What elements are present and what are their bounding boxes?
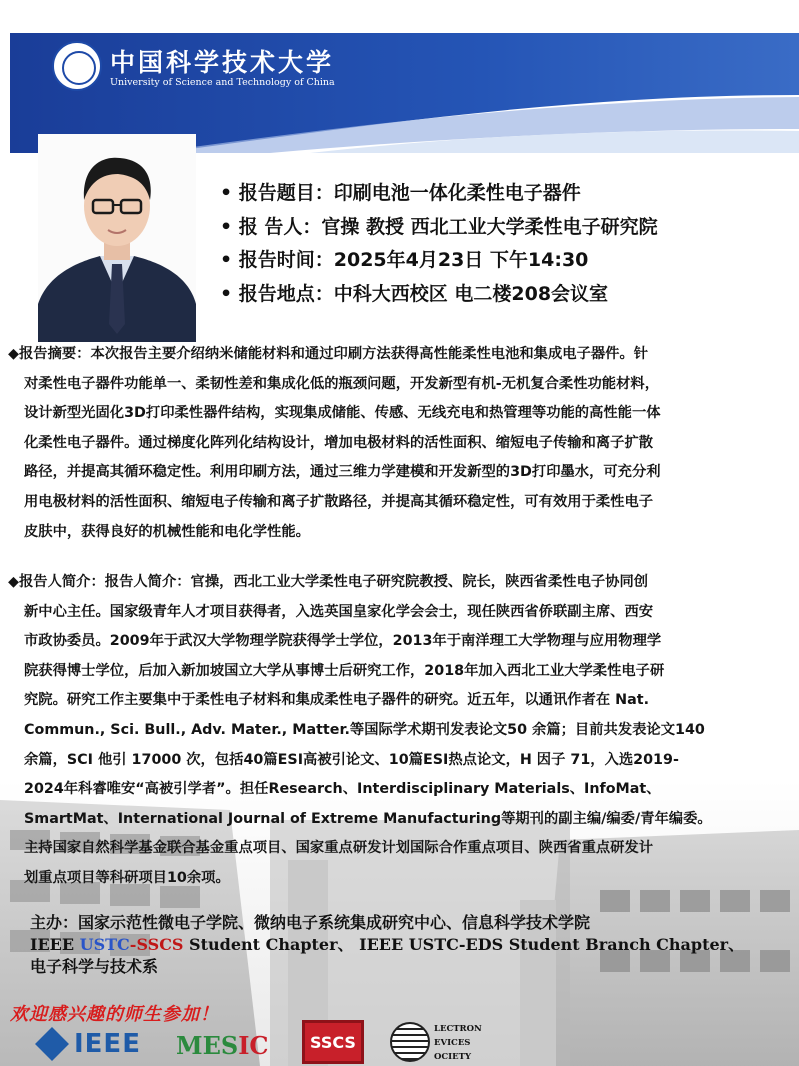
bio-line: SmartMat、International Journal of Extreme Manufacturing等期刊的副主编/编委/青年编委。 bbox=[24, 810, 712, 827]
university-name-en: University of Science and Technology of China bbox=[110, 77, 335, 88]
org-dash-text: - bbox=[129, 935, 137, 954]
sscs-logo: SSCS bbox=[302, 1020, 364, 1064]
ieee-diamond-icon bbox=[35, 1027, 69, 1061]
abstract-line: 对柔性电子器件功能单一、柔韧性差和集成化低的瓶颈问题，开发新型有机-无机复合柔性功能材料， bbox=[24, 375, 659, 392]
event-details bbox=[220, 177, 790, 311]
abstract-line: 皮肤中，获得良好的机械性能和电化学性能。 bbox=[24, 523, 310, 540]
detail-time: • 报告时间：2025年4月23日 下午14:30 bbox=[220, 249, 589, 271]
eds-globe-icon bbox=[390, 1022, 430, 1062]
org-sscs-text: SSCS bbox=[136, 935, 184, 954]
bio-line: 余篇，SCI 他引 17000 次，包括40篇ESI高被引论文、10篇ESI热点论文，H 因子 71，入选2019- bbox=[24, 751, 679, 768]
university-name-cn: 中国科学技术大学 bbox=[110, 48, 335, 77]
speaker-bio bbox=[8, 568, 790, 894]
organizers bbox=[30, 912, 790, 978]
abstract-line: 化柔性电子器件。通过梯度化阵列化结构设计，增加电极材料的活性面积、缩短电子传输和离子扩散 bbox=[24, 434, 654, 451]
university-seal-logo bbox=[52, 41, 102, 91]
org-ustc-text: USTC bbox=[79, 935, 130, 954]
mesic-logo bbox=[176, 1031, 269, 1060]
abstract-line: 路径，并提高其循环稳定性。利用印刷方法，通过三维力学建模和开发新型的3D打印墨水，可充分利 bbox=[24, 464, 661, 481]
organizer-line-2 bbox=[30, 934, 790, 956]
bio-line: 究院。研究工作主要集中于柔性电子材料和集成柔性电子器件的研究。近五年，以通讯作者在 Nat. bbox=[24, 692, 650, 709]
speaker-portrait-photo bbox=[38, 134, 196, 342]
bio-line: Commun., Sci. Bull., Adv. Mater., Matter.等国际学术期刊发表论文50 余篇；目前共发表论文140 bbox=[24, 721, 705, 738]
bio-line: 2024年科睿唯安“高被引学者”。担任Research、Interdisciplinary Materials、InfoMat、 bbox=[24, 781, 661, 798]
bio-line: 院获得博士学位，后加入新加坡国立大学从事博士后研究工作，2018年加入西北工业大学柔性电子研 bbox=[24, 662, 665, 679]
abstract-line: 用电极材料的活性面积、缩短电子传输和离子扩散路径，并提高其循环稳定性，可有效用于柔性电子 bbox=[24, 493, 654, 510]
eds-text-1: LECTRON bbox=[434, 1024, 482, 1034]
eds-text-2: EVICES bbox=[434, 1038, 471, 1048]
org-ieee-text: IEEE bbox=[30, 935, 80, 954]
organizer-line-3: 电子科学与技术系 bbox=[30, 957, 159, 976]
report-abstract bbox=[8, 340, 790, 547]
bio-line: 主持国家自然科学基金联合基金重点项目、国家重点研发计划国际合作重点项目、陕西省重点研发计 bbox=[24, 840, 654, 857]
bio-line: 市政协委员。2009年于武汉大学物理学院获得学士学位，2013年于南洋理工大学物理与应用物理学 bbox=[24, 633, 662, 650]
abstract-line: ◆报告摘要：本次报告主要介绍纳米储能材料和通过印刷方法获得高性能柔性电池和集成电子器件。针 bbox=[8, 346, 649, 362]
ieee-logo-text: IEEE bbox=[74, 1029, 141, 1059]
mesic-text-ic: IC bbox=[238, 1031, 269, 1060]
abstract-line: 设计新型光固化3D打印柔性器件结构，实现集成储能、传感、无线充电和热管理等功能的高性能一体 bbox=[24, 405, 661, 422]
detail-location: • 报告地点：中科大西校区 电二楼208会议室 bbox=[220, 282, 609, 305]
org-chapter-text: Student Chapter、 IEEE USTC-EDS Student Branch Chapter、 bbox=[183, 935, 745, 954]
detail-title: • 报告题目：印刷电池一体化柔性电子器件 bbox=[220, 182, 581, 204]
bio-line: 新中心主任。国家级青年人才项目获得者，入选英国皇家化学会会士，现任陕西省侨联副主席、西安 bbox=[24, 603, 654, 620]
eds-logo bbox=[390, 1016, 500, 1064]
detail-speaker: • 报 告人：官操 教授 西北工业大学柔性电子研究院 bbox=[220, 215, 658, 238]
welcome-message: 欢迎感兴趣的师生参加！ bbox=[10, 1004, 219, 1025]
eds-text-3: OCIETY bbox=[434, 1052, 472, 1062]
organizer-line-1: 主办：国家示范性微电子学院、微纳电子系统集成研究中心、信息科学技术学院 bbox=[30, 913, 591, 932]
ieee-logo bbox=[40, 1027, 141, 1061]
mesic-text: MES bbox=[176, 1031, 239, 1060]
bio-line: 划重点项目等科研项目10余项。 bbox=[24, 869, 230, 886]
bio-line: ◆报告人简介：报告人简介：官操，西北工业大学柔性电子研究院教授、院长，陕西省柔性电子协同创 bbox=[8, 574, 649, 590]
